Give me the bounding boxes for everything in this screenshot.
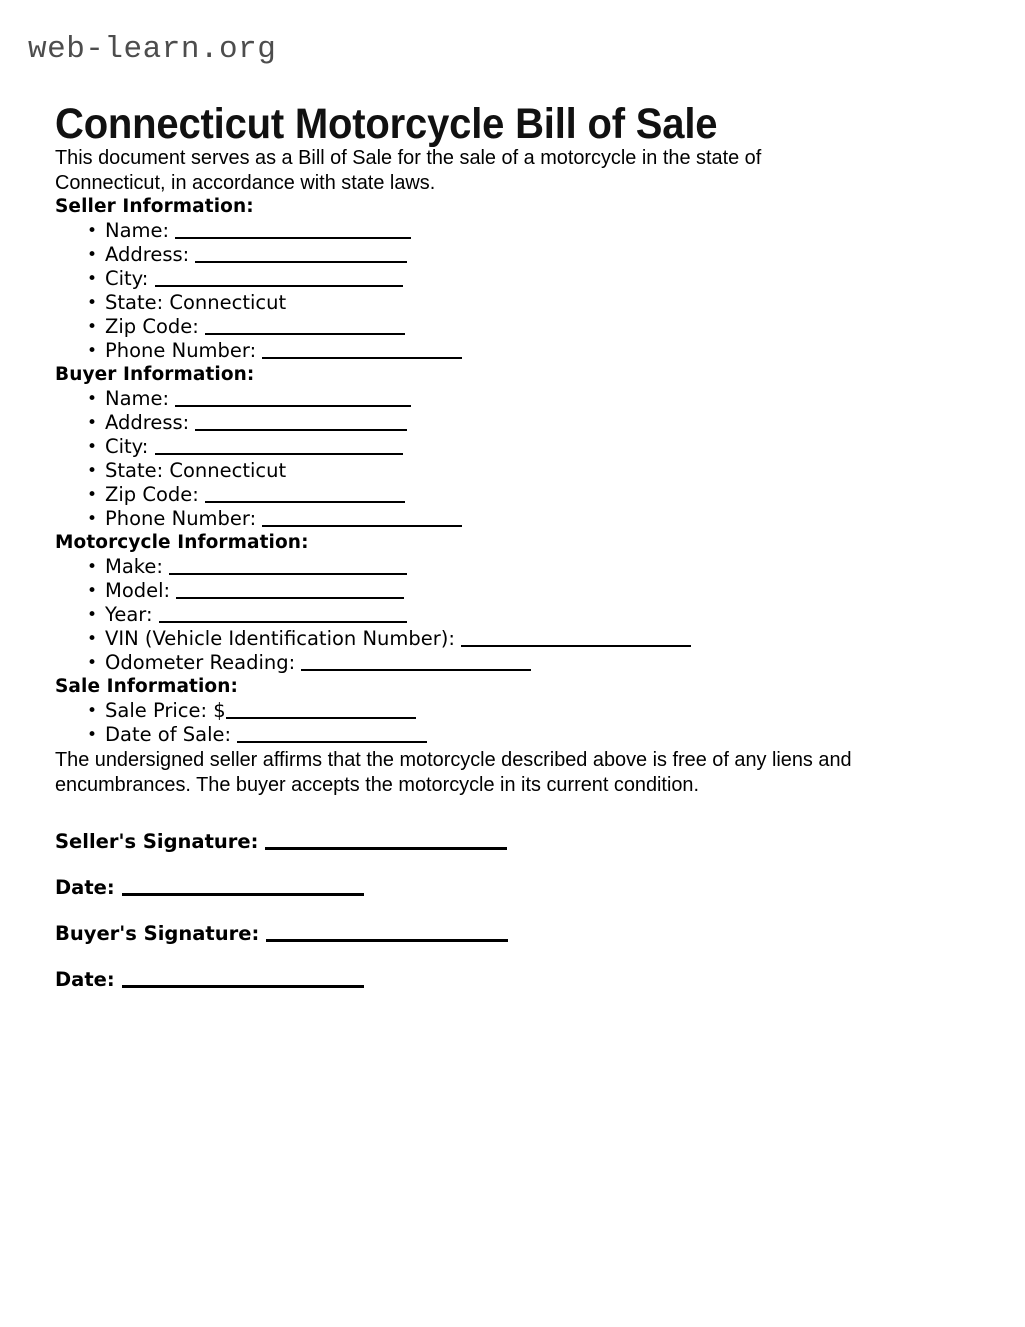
motorcycle-field-row	[55, 627, 955, 651]
field-blank-line[interactable]	[195, 247, 407, 263]
signature-blank-line[interactable]	[265, 833, 507, 850]
signature-row	[55, 830, 955, 854]
signature-blank-line[interactable]	[122, 971, 364, 988]
field-label: Odometer Reading:	[105, 651, 296, 674]
signature-label: Seller's Signature:	[55, 830, 259, 853]
field-label: Phone Number:	[105, 339, 257, 362]
field-label: Zip Code:	[105, 315, 199, 338]
field-label: Address:	[105, 411, 190, 434]
seller-field-row	[55, 339, 955, 363]
buyer-field-row	[55, 483, 955, 507]
field-value: Connecticut	[163, 459, 287, 482]
buyer-field-row	[55, 435, 955, 459]
affirmation-paragraph: The undersigned seller affirms that the motorcycle described above is free of any liens and encumbrances. The buyer accepts the motorcycle in its current condition.	[55, 748, 852, 796]
seller-field-row	[55, 243, 955, 267]
field-label: City:	[105, 435, 149, 458]
field-label: State:	[105, 291, 164, 314]
signature-label: Date:	[55, 876, 115, 899]
section-heading-seller: Seller Information:	[55, 196, 254, 217]
field-label: VIN (Vehicle Identification Number):	[105, 627, 455, 650]
section-heading-buyer: Buyer Information:	[55, 364, 255, 385]
field-label: Year:	[105, 603, 153, 626]
signature-block	[55, 830, 955, 992]
buyer-field-row	[55, 507, 955, 531]
sale-field-row	[55, 723, 955, 747]
field-blank-line[interactable]	[205, 319, 405, 335]
signature-row	[55, 968, 955, 992]
field-label: Model:	[105, 579, 171, 602]
sale-field-row	[55, 699, 955, 723]
motorcycle-field-list	[55, 555, 955, 675]
field-blank-line[interactable]	[159, 607, 407, 623]
field-blank-line[interactable]	[461, 631, 691, 647]
signature-blank-line[interactable]	[122, 879, 364, 896]
motorcycle-field-row	[55, 555, 955, 579]
field-blank-line[interactable]	[155, 271, 403, 287]
field-blank-line[interactable]	[205, 487, 405, 503]
field-label: State:	[105, 459, 164, 482]
seller-field-row	[55, 219, 955, 243]
motorcycle-field-row	[55, 651, 955, 675]
field-label: Make:	[105, 555, 163, 578]
buyer-field-row	[55, 411, 955, 435]
field-blank-line[interactable]	[155, 439, 403, 455]
field-blank-line[interactable]	[176, 583, 404, 599]
field-label: Zip Code:	[105, 483, 199, 506]
section-heading-motorcycle: Motorcycle Information:	[55, 532, 309, 553]
field-label: Phone Number:	[105, 507, 257, 530]
field-blank-line[interactable]	[175, 223, 411, 239]
field-blank-line[interactable]	[195, 415, 407, 431]
field-label: Address:	[105, 243, 190, 266]
motorcycle-field-row	[55, 579, 955, 603]
field-blank-line[interactable]	[262, 343, 462, 359]
field-blank-line[interactable]	[262, 511, 462, 527]
field-blank-line[interactable]	[301, 655, 531, 671]
page-title: Connecticut Motorcycle Bill of Sale	[55, 99, 718, 148]
field-blank-line[interactable]	[169, 559, 407, 575]
signature-row	[55, 922, 955, 946]
signature-label: Date:	[55, 968, 115, 991]
field-label: City:	[105, 267, 149, 290]
field-label: Sale Price: $	[105, 699, 226, 722]
seller-field-list	[55, 219, 955, 363]
sale-field-list	[55, 699, 955, 747]
field-blank-line[interactable]	[237, 727, 427, 743]
document-body	[55, 145, 955, 992]
buyer-field-row	[55, 387, 955, 411]
signature-row	[55, 876, 955, 900]
signature-blank-line[interactable]	[266, 925, 508, 942]
field-blank-line[interactable]	[175, 391, 411, 407]
seller-field-row	[55, 291, 955, 315]
field-label: Name:	[105, 387, 170, 410]
field-label: Date of Sale:	[105, 723, 232, 746]
section-heading-sale: Sale Information:	[55, 676, 238, 697]
field-label: Name:	[105, 219, 170, 242]
site-logo: web-learn.org	[28, 32, 277, 67]
seller-field-row	[55, 315, 955, 339]
signature-label: Buyer's Signature:	[55, 922, 260, 945]
field-blank-line[interactable]	[226, 703, 416, 719]
buyer-field-list	[55, 387, 955, 531]
field-value: Connecticut	[163, 291, 287, 314]
seller-field-row	[55, 267, 955, 291]
motorcycle-field-row	[55, 603, 955, 627]
buyer-field-row	[55, 459, 955, 483]
intro-paragraph: This document serves as a Bill of Sale for the sale of a motorcycle in the state of Connecticut, in accordance with state laws.	[55, 146, 762, 194]
